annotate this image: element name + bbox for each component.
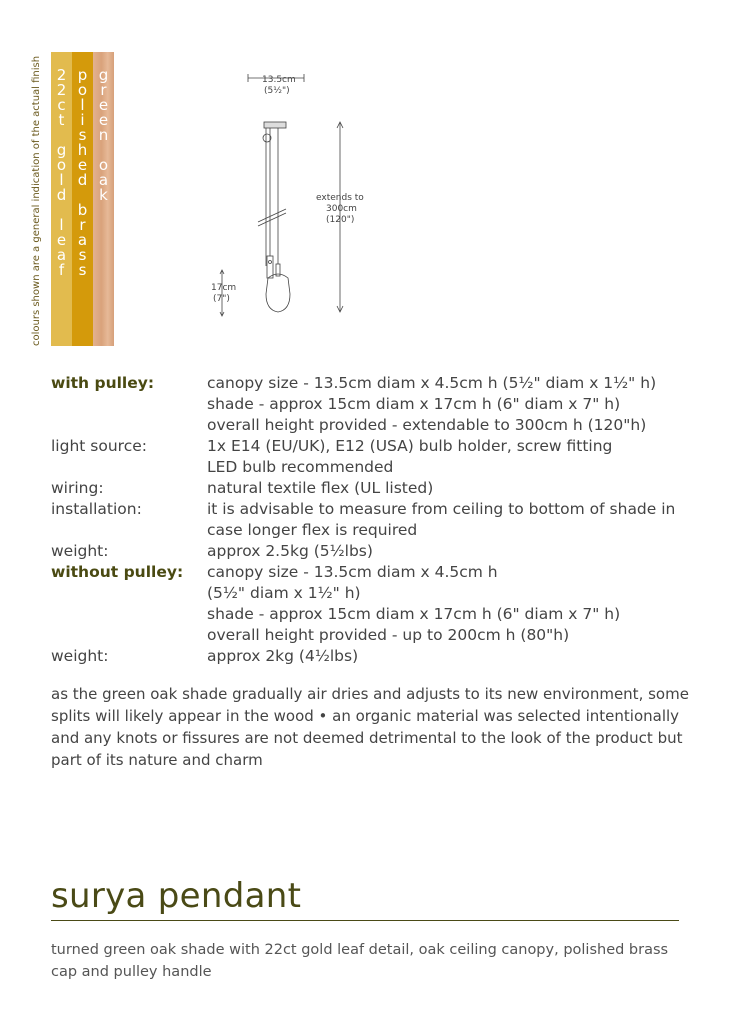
spec-row — [51, 373, 671, 394]
finish-caption — [28, 54, 42, 346]
spec-value: canopy size - 13.5cm diam x 4.5cm h (5½" diam x 1½" h) — [207, 374, 657, 392]
canopy-width-inch-label: (5½") — [264, 86, 290, 96]
spec-row — [51, 625, 671, 646]
extends-label-1: extends to — [316, 193, 364, 203]
spec-value: overall height provided - up to 200cm h (80"h) — [207, 626, 570, 644]
spec-value: 1x E14 (EU/UK), E12 (USA) bulb holder, screw fitting — [207, 437, 613, 455]
product-description: turned green oak shade with 22ct gold leaf detail, oak ceiling canopy, polished brass cap and pulley handle — [51, 942, 669, 980]
spec-row — [51, 562, 671, 583]
spec-key: installation: — [51, 500, 142, 518]
shade-height-label: 17cm — [211, 283, 237, 293]
finish-caption-text: colours shown are a general indication of the actual finish — [31, 55, 42, 346]
swatch-green-oak-label: g r e e n o a k — [98, 66, 109, 204]
spec-row — [51, 499, 676, 520]
spec-key — [51, 394, 207, 415]
spec-key: light source: — [51, 437, 147, 455]
spec-key — [51, 604, 207, 625]
spec-value: approx 2kg (4½lbs) — [207, 647, 359, 665]
spec-value: it is advisable to measure from ceiling to bottom of shade in — [207, 500, 676, 518]
spec-key — [51, 520, 207, 541]
swatch-gold-leaf — [51, 52, 72, 346]
spec-value: approx 2.5kg (5½lbs) — [207, 542, 373, 560]
spec-row — [51, 583, 671, 604]
green-oak-note: as the green oak shade gradually air dries and adjusts to its new environment, some splits will likely appear in the wood • an organic material was selected intentionally and any knots or fissures are not deemed detrimental to the look of the product but part of its nature and charm — [51, 685, 689, 769]
spec-value: canopy size - 13.5cm diam x 4.5cm h — [207, 563, 498, 581]
spec-row — [51, 394, 671, 415]
spec-key: with pulley: — [51, 374, 155, 392]
product-title: surya pendant — [51, 876, 302, 916]
spec-list — [51, 373, 676, 667]
spec-value: shade - approx 15cm diam x 17cm h (6" diam x 7" h) — [207, 395, 621, 413]
title-rule — [51, 920, 679, 921]
spec-key — [51, 625, 207, 646]
spec-row — [51, 646, 671, 667]
spec-key: without pulley: — [51, 563, 184, 581]
spec-row — [51, 541, 671, 562]
spec-row — [51, 415, 671, 436]
swatch-green-oak — [93, 52, 114, 346]
extends-label-3: (120") — [326, 215, 355, 225]
extends-label-2: 300cm — [326, 204, 357, 214]
spec-value: natural textile flex (UL listed) — [207, 479, 434, 497]
spec-value: case longer flex is required — [207, 521, 418, 539]
spec-value: (5½" diam x 1½" h) — [207, 584, 361, 602]
spec-key — [51, 457, 207, 478]
pendant-diagram — [200, 66, 380, 326]
spec-key — [51, 583, 207, 604]
spec-key: wiring: — [51, 479, 104, 497]
spec-value: overall height provided - extendable to 300cm h (120"h) — [207, 416, 647, 434]
spec-row — [51, 457, 671, 478]
swatch-polished-brass — [72, 52, 93, 346]
spec-value: shade - approx 15cm diam x 17cm h (6" diam x 7" h) — [207, 605, 621, 623]
spec-row — [51, 520, 671, 541]
spec-row — [51, 478, 671, 499]
spec-key: weight: — [51, 542, 109, 560]
spec-row — [51, 604, 671, 625]
spec-row — [51, 436, 671, 457]
spec-key: weight: — [51, 647, 109, 665]
spec-value: LED bulb recommended — [207, 458, 394, 476]
spec-key — [51, 415, 207, 436]
canopy-width-label: 13.5cm — [262, 75, 296, 85]
shade-height-inch-label: (7") — [213, 294, 230, 304]
swatch-polished-brass-label: p o l i s h e d b r a s s — [77, 66, 88, 279]
swatch-gold-leaf-label: 2 2 c t g o l d l e a f — [56, 66, 67, 279]
